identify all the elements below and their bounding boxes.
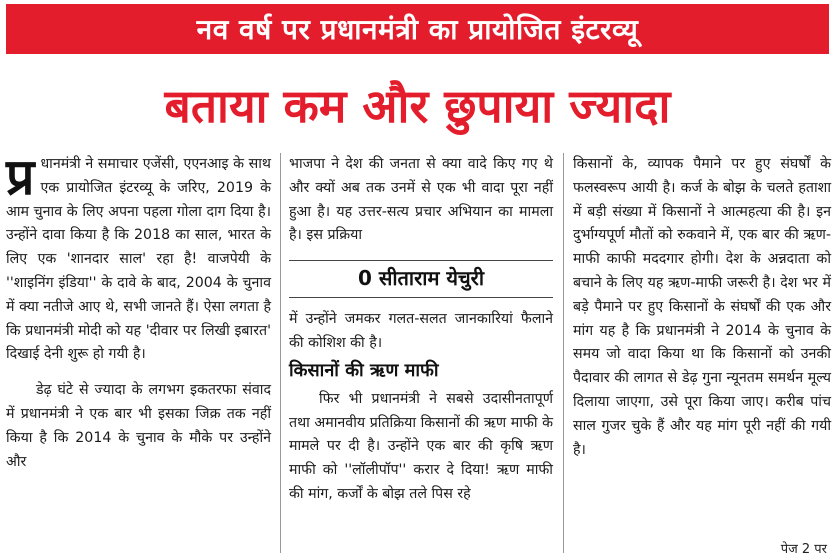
drop-cap: प्र [6,148,35,206]
author-byline: 0 सीताराम येचुरी [289,260,553,298]
column1-para2: डेढ़ घंटे से ज्यादा के लगभग इकतरफा संवाद में प्रधानमंत्री ने एक बार भी इसका जिक्र तक नहीं किया है कि 2014 के चुनाव के मौके पर उन्होंने और [6,382,271,470]
column-divider [280,153,281,553]
banner-title: नव वर्ष पर प्रधानमंत्री का प्रायोजित इंटरव्यू [196,13,639,46]
column3-para1: किसानों के, व्यापक पैमाने पर हुए संघर्षों के फलस्वरूप आयी है। कर्ज के बोझ के चलते हताशा में बड़ी संख्या में किसानों ने आत्महत्या की है। इन दुर्भाग्यपूर्ण मौतों को रुकवाने में, एक बार की ऋण-माफी काफी मददगार होगी। देश के अन्नदाता को बचाने के लिए यह ऋण-माफी जरूरी है। देश भर में बड़े पैमाने पर हुए किसानों के संघर्षों की एक और मांग यह है कि प्रधानमंत्री ने 2014 के चुनाव के समय जो वादा किया था कि किसानों को उनकी पैदावार की लागत से डेढ़ गुना न्यूनतम समर्थन मूल्य दिलाया जाएगा, उसे पूरा किया जाए। करीब पांच साल गुजर चुके हैं और यह मांग पूरी नहीं की गयी है। [573,156,831,458]
subheading: किसानों की ऋण माफी [289,359,439,381]
column2-para2: में उन्होंने जमकर गलत-सलत जानकारियां फैलाने की कोशिश की है। [289,311,553,351]
column-divider [563,153,564,553]
article-column-2 [289,153,553,507]
column1-para1: धानमंत्री ने समाचार एजेंसी, एएनआइ के साथ एक प्रायोजित इंटरव्यू के जरिए, 2019 के आम चुनाव के लिए अपना पहला गोला दाग दिया है। उन्होंने दावा किया है कि 2018 का साल, भारत के लिए एक 'शानदार साल' रहा है! वाजपेयी के ''शाइनिंग इंडिया'' के दावे के बाद, 2004 के चुनाव में क्या नतीजे आए थे, सभी जानते हैं। ऐसा लगता है कि प्रधानमंत्री मोदी को यह 'दीवार पर लिखी इबारत' दिखाई देनी शुरू हो गयी है। [6,156,271,363]
header-banner [6,4,829,54]
article-column-1 [6,148,271,474]
column2-para1: भाजपा ने देश की जनता से क्या वादे किए गए थे और क्यों अब तक उनमें से एक भी वादा पूरा नहीं हुआ है। यह उत्तर-सत्य प्रचार अभियान का मामला है। इस प्रक्रिया [289,156,553,244]
headline: बताया कम और छुपाया ज्यादा [164,79,671,133]
article-column-3 [573,153,831,462]
lead-paragraph [6,148,271,367]
continued-page-ref: पेज 2 पर [780,542,827,557]
column2-para3: फिर भी प्रधानमंत्री ने सबसे उदासीनतापूर्ण तथा अमानवीय प्रतिक्रिया किसानों की ऋण माफी के मामले पर दी है। उन्होंने एक बार की कृषि ऋण माफी को ''लॉलीपॉप'' करार दे दिया! ऋण माफी की मांग, कर्जों के बोझ तले पिस रहे [289,390,553,502]
